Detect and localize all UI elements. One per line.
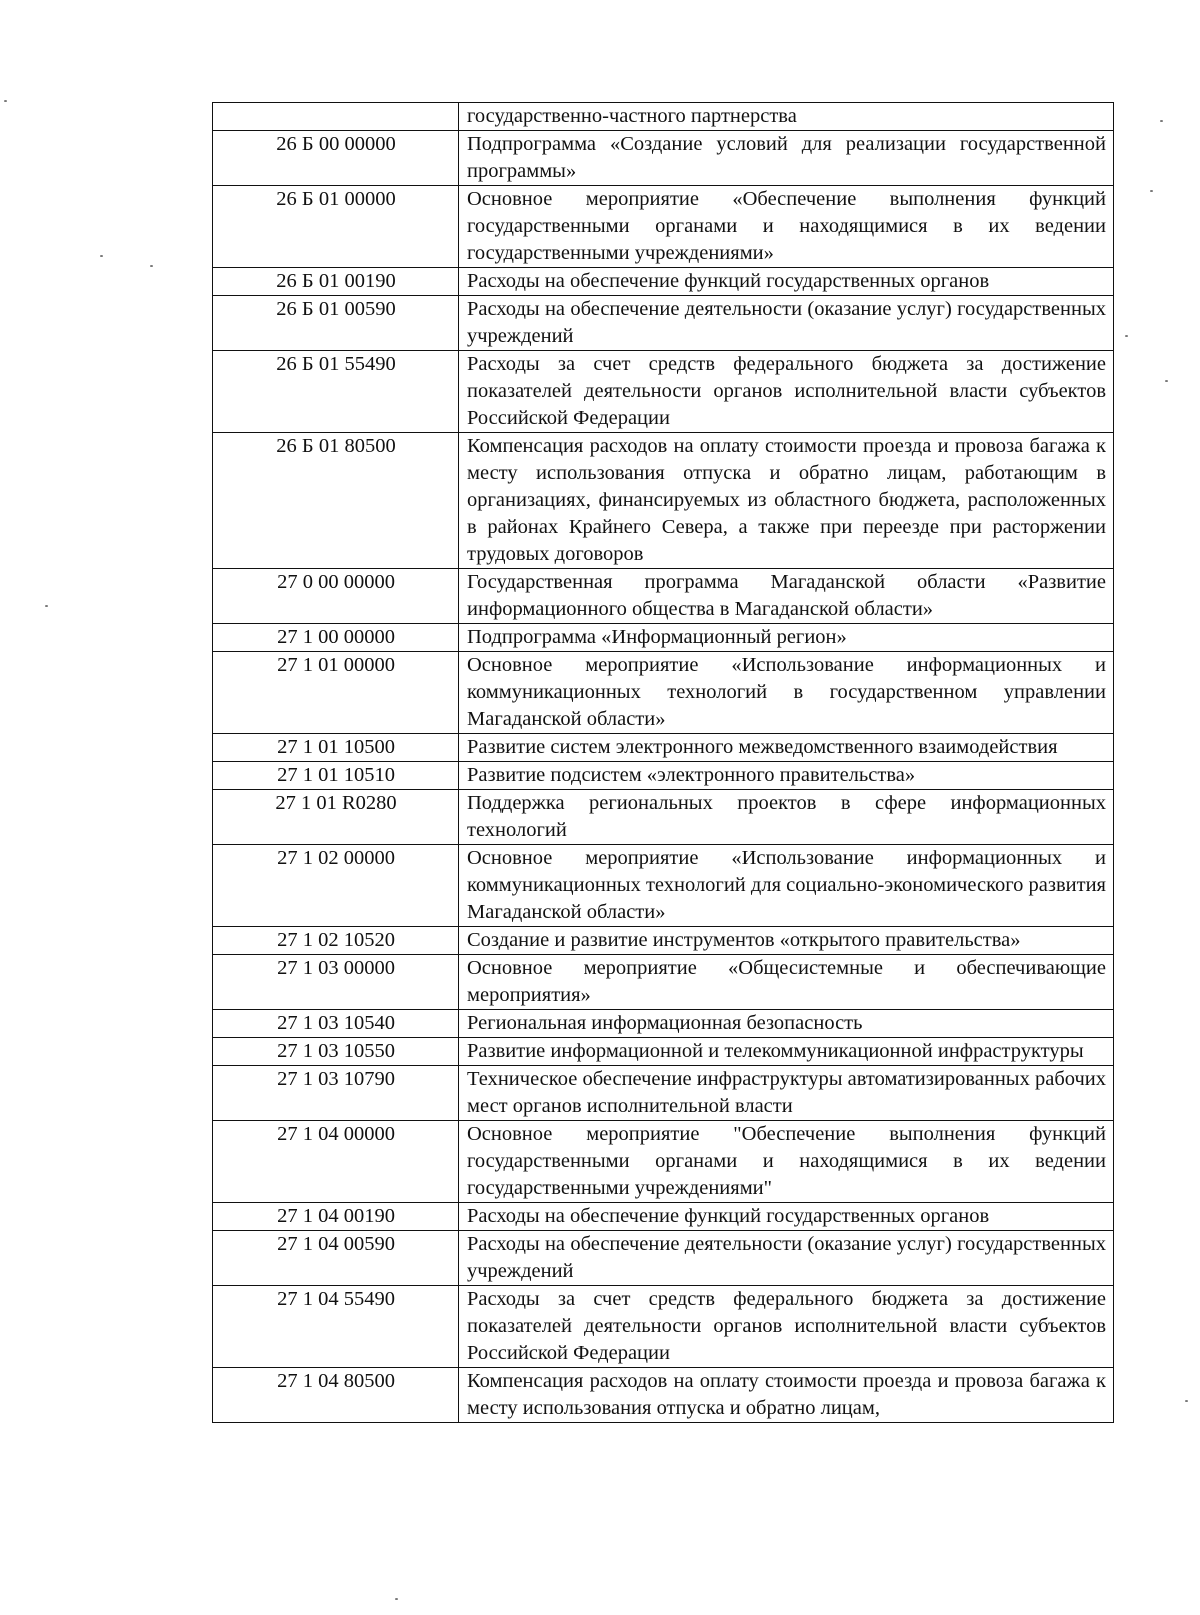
table-row [213,955,1114,1010]
row-description: Подпрограмма «Создание условий для реализации государственной программы» [459,131,1114,186]
table-row [213,762,1114,790]
scan-speck [1125,335,1128,337]
row-code: 27 1 04 80500 [213,1368,459,1423]
row-code: 26 Б 00 00000 [213,131,459,186]
table-row [213,131,1114,186]
scan-speck [1160,120,1163,122]
row-code: 26 Б 01 00590 [213,296,459,351]
row-code: 27 1 03 00000 [213,955,459,1010]
row-description: Развитие информационной и телекоммуникационной инфраструктуры [459,1038,1114,1066]
row-description: Развитие систем электронного межведомственного взаимодействия [459,734,1114,762]
scan-speck [100,255,103,257]
row-description: Основное мероприятие «Общесистемные и обеспечивающие мероприятия» [459,955,1114,1010]
row-description: государственно-частного партнерства [459,103,1114,131]
row-code: 27 1 04 00000 [213,1121,459,1203]
row-description: Компенсация расходов на оплату стоимости проезда и провоза багажа к месту использования отпуска и обратно лицам, [459,1368,1114,1423]
scan-speck [150,265,153,267]
row-description: Основное мероприятие «Использование информационных и коммуникационных технологий для социально-экономического развития Магаданской области» [459,845,1114,927]
table-row [213,103,1114,131]
row-code: 27 1 04 00190 [213,1203,459,1231]
row-description: Расходы на обеспечение функций государственных органов [459,1203,1114,1231]
row-code: 26 Б 01 80500 [213,433,459,569]
table-row [213,296,1114,351]
row-description: Создание и развитие инструментов «открытого правительства» [459,927,1114,955]
table-row [213,351,1114,433]
table-row [213,734,1114,762]
row-description: Развитие подсистем «электронного правительства» [459,762,1114,790]
row-code: 26 Б 01 00190 [213,268,459,296]
table-row [213,1231,1114,1286]
table-row [213,1066,1114,1121]
row-code: 26 Б 01 00000 [213,186,459,268]
row-code: 27 1 04 00590 [213,1231,459,1286]
table-row [213,268,1114,296]
row-code: 27 1 03 10550 [213,1038,459,1066]
table-row [213,1121,1114,1203]
row-code: 27 1 00 00000 [213,624,459,652]
row-description: Поддержка региональных проектов в сфере информационных технологий [459,790,1114,845]
row-description: Техническое обеспечение инфраструктуры автоматизированных рабочих мест органов исполнительной власти [459,1066,1114,1121]
table-row [213,1286,1114,1368]
row-description: Региональная информационная безопасность [459,1010,1114,1038]
row-description: Подпрограмма «Информационный регион» [459,624,1114,652]
table-row [213,1010,1114,1038]
table-row [213,624,1114,652]
row-description: Государственная программа Магаданской области «Развитие информационного общества в Магаданской области» [459,569,1114,624]
row-code: 27 1 01 10500 [213,734,459,762]
table-row [213,569,1114,624]
scan-speck [1150,190,1153,192]
scan-speck [45,605,48,607]
row-code: 27 1 03 10790 [213,1066,459,1121]
row-description: Расходы на обеспечение функций государственных органов [459,268,1114,296]
row-description: Компенсация расходов на оплату стоимости проезда и провоза багажа к месту использования отпуска и обратно лицам, работающим в организациях, финансируемых из областного бюджета, расположенных в районах Крайнего Севера, а также при переезде при расторжении трудовых договоров [459,433,1114,569]
row-description: Расходы за счет средств федерального бюджета за достижение показателей деятельности органов исполнительной власти субъектов Российской Федерации [459,1286,1114,1368]
row-code: 27 1 02 10520 [213,927,459,955]
row-code: 27 1 03 10540 [213,1010,459,1038]
table-row [213,1038,1114,1066]
row-code: 27 1 01 00000 [213,652,459,734]
row-description: Основное мероприятие "Обеспечение выполнения функций государственными органами и находящимися в их ведении государственными учреждениями" [459,1121,1114,1203]
row-description: Расходы на обеспечение деятельности (оказание услуг) государственных учреждений [459,1231,1114,1286]
table-row [213,433,1114,569]
table-row [213,790,1114,845]
row-code: 27 1 04 55490 [213,1286,459,1368]
scan-speck [395,1598,398,1600]
scan-speck [1165,380,1168,382]
row-description: Основное мероприятие «Использование информационных и коммуникационных технологий в государственном управлении Магаданской области» [459,652,1114,734]
scan-speck [1185,1400,1188,1402]
row-code: 26 Б 01 55490 [213,351,459,433]
row-code: 27 1 01 R0280 [213,790,459,845]
table-body [213,103,1114,1423]
table-row [213,1368,1114,1423]
budget-codes-table [212,102,1114,1423]
scan-speck [4,100,7,102]
row-description: Расходы за счет средств федерального бюджета за достижение показателей деятельности органов исполнительной власти субъектов Российской Федерации [459,351,1114,433]
row-code [213,103,459,131]
table-row [213,186,1114,268]
row-code: 27 1 01 10510 [213,762,459,790]
table-row [213,1203,1114,1231]
table-row [213,927,1114,955]
table-row [213,845,1114,927]
row-code: 27 0 00 00000 [213,569,459,624]
row-description: Расходы на обеспечение деятельности (оказание услуг) государственных учреждений [459,296,1114,351]
table-row [213,652,1114,734]
row-code: 27 1 02 00000 [213,845,459,927]
row-description: Основное мероприятие «Обеспечение выполнения функций государственными органами и находящимися в их ведении государственными учреждениями» [459,186,1114,268]
